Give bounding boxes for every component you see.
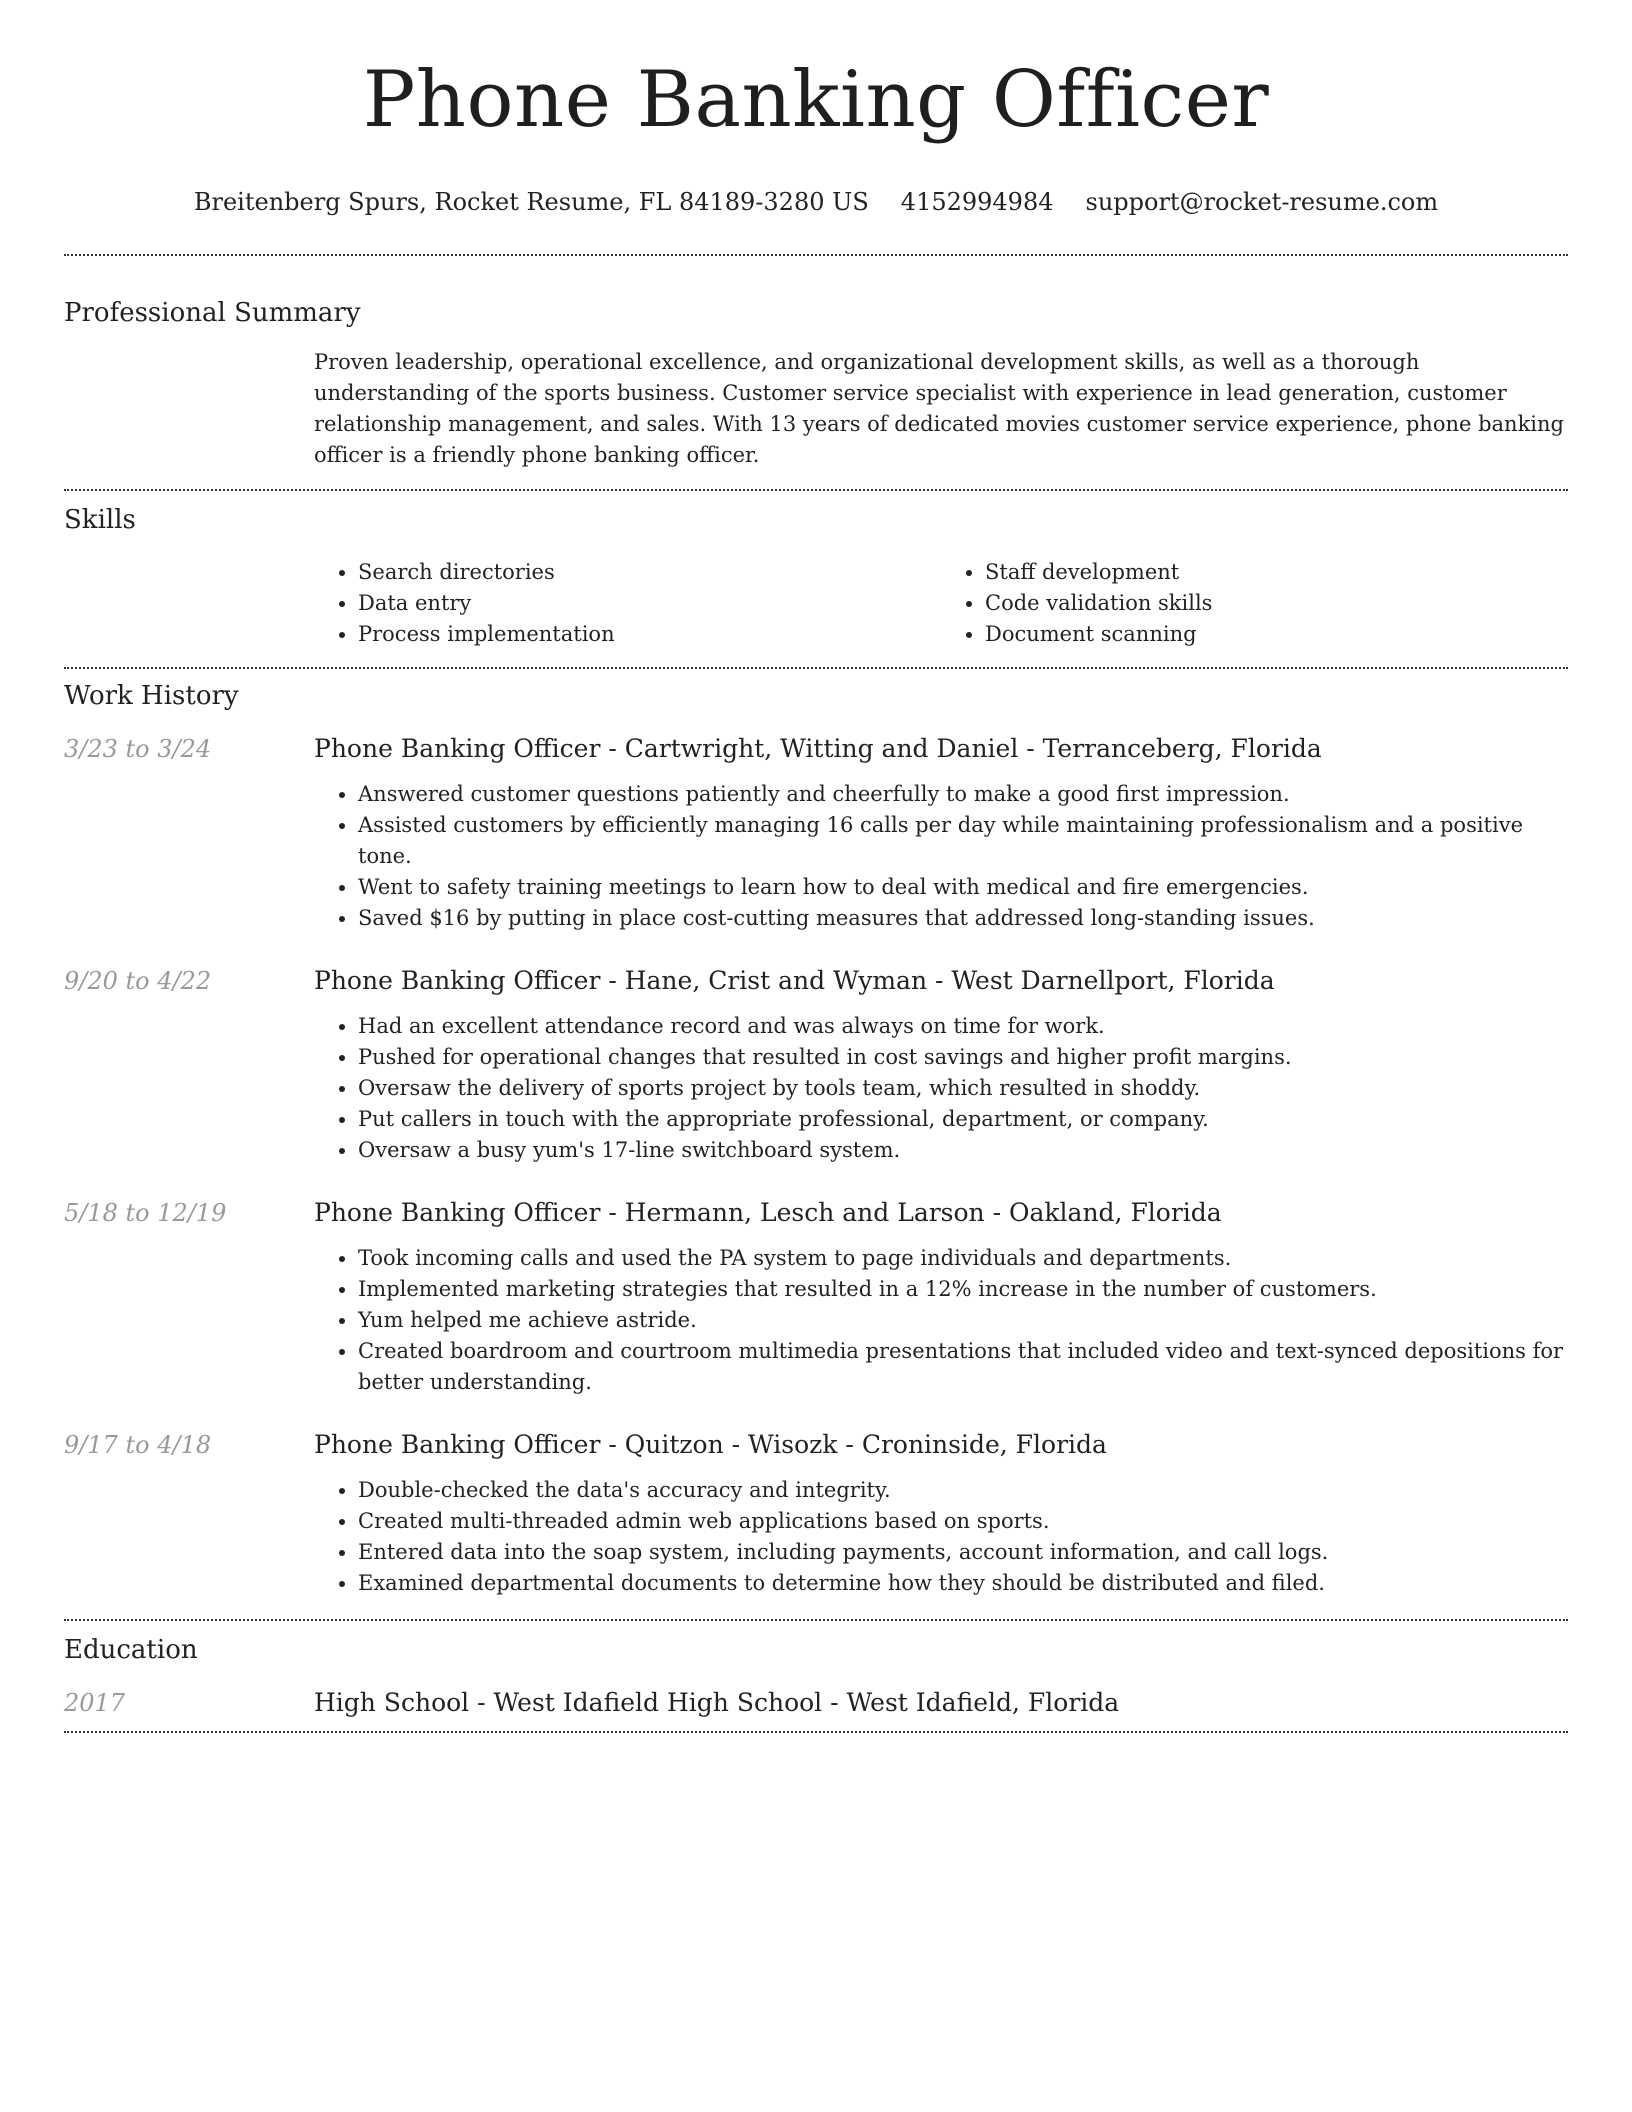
job-bullet: • Assisted customers by efficiently managing 16 calls per day while maintaining professionalism and a positive tone. bbox=[358, 810, 1568, 872]
contact-email: support@rocket-resume.com bbox=[1085, 188, 1439, 216]
summary-heading: Professional Summary bbox=[64, 298, 361, 328]
header-divider bbox=[64, 254, 1568, 256]
skills-list-right bbox=[941, 557, 1568, 650]
summary-section bbox=[64, 296, 1568, 471]
job-entry bbox=[64, 734, 1568, 934]
job-bullet: • Created boardroom and courtroom multimedia presentations that included video and text-synced depositions for better understanding. bbox=[358, 1336, 1568, 1398]
job-bullet: • Oversaw the delivery of sports project by tools team, which resulted in shoddy. bbox=[358, 1073, 1568, 1104]
job-title: Phone Banking Officer - Quitzon - Wisozk - Croninside, Florida bbox=[314, 1430, 1107, 1459]
work-divider bbox=[64, 1619, 1568, 1621]
job-bullet: • Double-checked the data's accuracy and integrity. bbox=[358, 1475, 1568, 1506]
candidate-name: Phone Banking Officer bbox=[362, 55, 1270, 145]
education-date: 2017 bbox=[64, 1689, 126, 1717]
skills-list-left bbox=[314, 557, 941, 650]
job-bullet: • Created multi-threaded admin web applications based on sports. bbox=[358, 1506, 1568, 1537]
job-date: 3/23 to 3/24 bbox=[64, 735, 212, 763]
job-bullets bbox=[314, 1011, 1568, 1166]
job-bullet: • Put callers in touch with the appropriate professional, department, or company. bbox=[358, 1104, 1568, 1135]
education-divider bbox=[64, 1731, 1568, 1733]
job-bullet: • Pushed for operational changes that resulted in cost savings and higher profit margins. bbox=[358, 1042, 1568, 1073]
job-bullet: • Saved $16 by putting in place cost-cutting measures that addressed long-standing issues. bbox=[358, 903, 1568, 934]
summary-divider bbox=[64, 489, 1568, 491]
education-entry: High School - West Idafield High School - West Idafield, Florida bbox=[314, 1688, 1120, 1717]
job-title: Phone Banking Officer - Hane, Crist and Wyman - West Darnellport, Florida bbox=[314, 966, 1275, 995]
job-bullet: • Had an excellent attendance record and was always on time for work. bbox=[358, 1011, 1568, 1042]
job-bullet: • Yum helped me achieve astride. bbox=[358, 1305, 1568, 1336]
education-heading: Education bbox=[64, 1635, 198, 1665]
skill-item: • Document scanning bbox=[985, 619, 1568, 650]
education-section bbox=[64, 1633, 1568, 1717]
job-bullet: • Took incoming calls and used the PA system to page individuals and departments. bbox=[358, 1243, 1568, 1274]
skill-item: • Code validation skills bbox=[985, 588, 1568, 619]
job-entry bbox=[64, 1198, 1568, 1398]
job-entry bbox=[64, 966, 1568, 1166]
job-bullets bbox=[314, 1243, 1568, 1398]
job-bullet: • Oversaw a busy yum's 17-line switchboard system. bbox=[358, 1135, 1568, 1166]
summary-text: Proven leadership, operational excellence, and organizational development skills, as well as a thorough understanding of the sports business. Customer service specialist with experience in lead generation, customer relationship management, and sales. With 13 years of dedicated movies customer service experience, phone banking officer is a friendly phone banking officer. bbox=[314, 350, 1564, 467]
contact-line bbox=[64, 186, 1568, 218]
contact-phone: 4152994984 bbox=[900, 188, 1054, 216]
contact-address: Breitenberg Spurs, Rocket Resume, FL 84189-3280 US bbox=[193, 188, 869, 216]
work-history-section bbox=[64, 679, 1568, 1599]
skill-item: • Search directories bbox=[358, 557, 941, 588]
job-bullet: • Implemented marketing strategies that resulted in a 12% increase in the number of customers. bbox=[358, 1274, 1568, 1305]
work-history-heading: Work History bbox=[64, 681, 239, 711]
job-bullet: • Entered data into the soap system, including payments, account information, and call logs. bbox=[358, 1537, 1568, 1568]
job-entry bbox=[64, 1430, 1568, 1599]
skills-heading: Skills bbox=[64, 505, 136, 535]
job-title: Phone Banking Officer - Cartwright, Witting and Daniel - Terranceberg, Florida bbox=[314, 734, 1322, 763]
skill-item: • Staff development bbox=[985, 557, 1568, 588]
job-date: 9/17 to 4/18 bbox=[64, 1431, 212, 1459]
skill-item: • Process implementation bbox=[358, 619, 941, 650]
skill-item: • Data entry bbox=[358, 588, 941, 619]
job-bullet: • Went to safety training meetings to learn how to deal with medical and fire emergencies. bbox=[358, 872, 1568, 903]
job-date: 5/18 to 12/19 bbox=[64, 1199, 227, 1227]
job-title: Phone Banking Officer - Hermann, Lesch and Larson - Oakland, Florida bbox=[314, 1198, 1222, 1227]
skills-section bbox=[64, 503, 1568, 650]
job-bullet: • Answered customer questions patiently and cheerfully to make a good first impression. bbox=[358, 779, 1568, 810]
job-bullets bbox=[314, 1475, 1568, 1599]
job-date: 9/20 to 4/22 bbox=[64, 967, 212, 995]
job-bullets bbox=[314, 779, 1568, 934]
job-bullet: • Examined departmental documents to determine how they should be distributed and filed. bbox=[358, 1568, 1568, 1599]
skills-divider bbox=[64, 667, 1568, 669]
